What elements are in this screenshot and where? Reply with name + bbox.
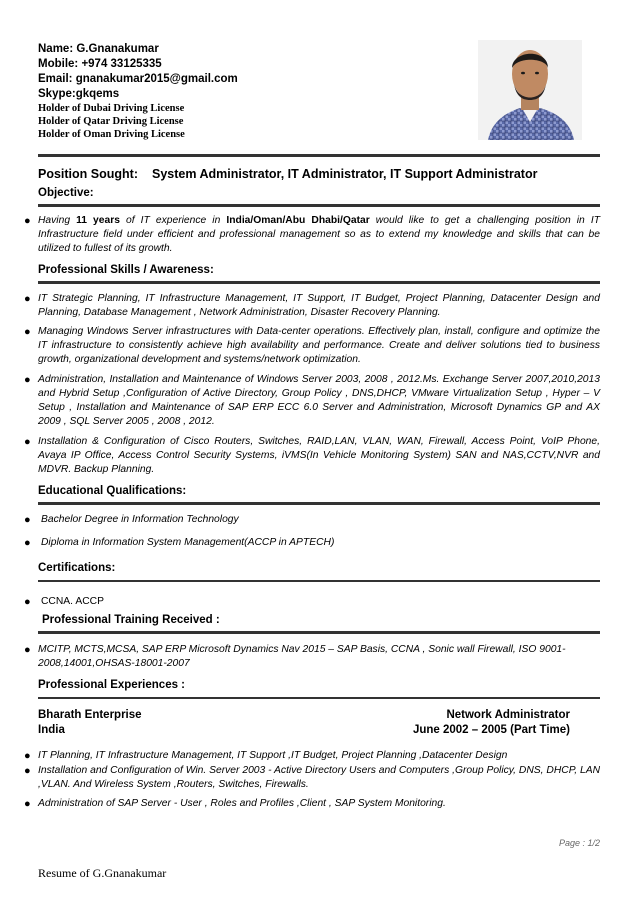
list-item: ● Managing Windows Server infrastructures with Data-center operations. Effectively plan, install, configure and optimize the IT infrastructure to consistently achieve high availability and performance. Create and deliver solutions tied to business growth, organizational development and systems/network optimization. — [24, 326, 600, 365]
bullet-dot-icon: ● — [24, 798, 31, 810]
list-item: ● CCNA. ACCP — [24, 596, 104, 608]
list-item: ● Administration of SAP Server - User , Roles and Profiles ,Client , SAP System Monitoring. — [24, 798, 446, 810]
experience-company: Bharath Enterprise — [38, 709, 142, 721]
divider-certifications — [38, 580, 600, 582]
objective-years: 11 years — [76, 215, 120, 226]
divider-training — [38, 631, 600, 634]
experience-employer — [38, 708, 142, 738]
license-qatar: Holder of Qatar Driving License — [38, 116, 184, 127]
objective-heading: Objective: — [38, 187, 94, 199]
divider-top — [38, 154, 600, 157]
list-item: ● Bachelor Degree in Information Technology — [24, 514, 239, 526]
page-number: Page : 1/2 — [558, 838, 600, 848]
divider-experience — [38, 697, 600, 699]
bullet-dot-icon: ● — [24, 750, 31, 762]
position-label: Position Sought: — [38, 167, 138, 181]
bullet-dot-icon: ● — [24, 514, 31, 526]
experience-period: June 2002 – 2005 (Part Time) — [412, 724, 570, 736]
training-heading: Professional Training Received : — [42, 614, 220, 626]
page-footer: Resume of G.Gnanakumar — [38, 866, 167, 880]
bullet-dot-icon: ● — [24, 215, 31, 227]
bullet-dot-icon: ● — [24, 326, 31, 338]
experience-country: India — [38, 724, 65, 736]
certifications-heading: Certifications: — [38, 562, 116, 574]
bullet-dot-icon: ● — [24, 644, 31, 656]
profile-photo-icon — [478, 40, 582, 140]
experience-role-block — [413, 708, 570, 738]
license-oman: Holder of Oman Driving License — [38, 129, 185, 140]
bullet-dot-icon: ● — [24, 374, 31, 386]
bullet-dot-icon: ● — [24, 537, 31, 549]
contact-skype: Skype:gkqems — [38, 88, 120, 100]
license-dubai: Holder of Dubai Driving License — [38, 103, 185, 114]
profile-photo — [478, 40, 582, 140]
contact-block — [38, 42, 458, 141]
divider-education — [38, 502, 600, 505]
skills-heading: Professional Skills / Awareness: — [38, 264, 214, 276]
position-sought — [38, 167, 537, 181]
contact-email: Email: gnanakumar2015@gmail.com — [38, 73, 238, 85]
divider-skills — [38, 281, 600, 284]
position-value: System Administrator, IT Administrator, IT Support Administrator — [151, 167, 538, 181]
list-item: ● Installation & Configuration of Cisco Routers, Switches, RAID,LAN, VLAN, WAN, Firewall, Access Point, VoIP Phone, Avaya IP Office, Access Control Security Systems, iVMS(In Vehicle Monitoring System) SAN and NAS,CCTV,NVR and MDVR. Backup Planning. — [24, 436, 600, 475]
bullet-dot-icon: ● — [24, 293, 31, 305]
bullet-dot-icon: ● — [24, 765, 31, 777]
list-item: ● Administration, Installation and Maintenance of Windows Server 2003, 2008 , 2012.Ms. Exchange Server 2007,2010,2013 and Hybrid Setup ,Configuration of Active Directory, Group Policy , DNS,DHCP, VMware Virtualization Setup , Hyper – V Setup , Installation and Maintenance of SAP ERP ECC 6.0 Server and Administration, Microsoft Dynamics GP and AX 2009 , SQL Server 2005 , 2008 , 2012. — [24, 374, 600, 427]
contact-name: Name: G.Gnanakumar — [38, 43, 159, 55]
list-item: ● Installation and Configuration of Win. Server 2003 - Active Directory Users and Computers ,Group Policy, DNS, DHCP, LAN ,VLAN. And Wireless System ,Routers, Switches, Firewalls. — [24, 765, 600, 790]
education-heading: Educational Qualifications: — [38, 485, 187, 497]
objective-item: ● Having 11 years of IT experience in India/Oman/Abu Dhabi/Qatar would like to get a challenging position in IT Infrastructure field under efficient and professional management so as to extend my knowledge and skills that can be utilized to fullest of its growth. — [24, 215, 600, 254]
objective-places: India/Oman/Abu Dhabi/Qatar — [226, 215, 370, 226]
list-item: ● MCITP, MCTS,MCSA, SAP ERP Microsoft Dynamics Nav 2015 – SAP Basis, CCNA , Sonic wall Firewall, ISO 9001-2008,14001,OHSAS-18001-2007 — [24, 644, 566, 669]
experience-heading: Professional Experiences : — [38, 679, 186, 691]
list-item: ● IT Planning, IT Infrastructure Management, IT Support ,IT Budget, Project Planning ,Datacenter Design — [24, 750, 508, 762]
bullet-dot-icon: ● — [24, 436, 31, 448]
divider-objective — [38, 204, 600, 207]
contact-mobile: Mobile: +974 33125335 — [38, 58, 162, 70]
list-item: ● Diploma in Information System Management(ACCP in APTECH) — [24, 537, 335, 549]
bullet-dot-icon: ● — [24, 596, 31, 608]
experience-role: Network Administrator — [446, 709, 570, 721]
list-item: ● IT Strategic Planning, IT Infrastructure Management, IT Support, IT Budget, Project Planning, Datacenter Design and Planning, Database Management , Network Administration, Disaster Recovery Planning. — [24, 293, 600, 318]
